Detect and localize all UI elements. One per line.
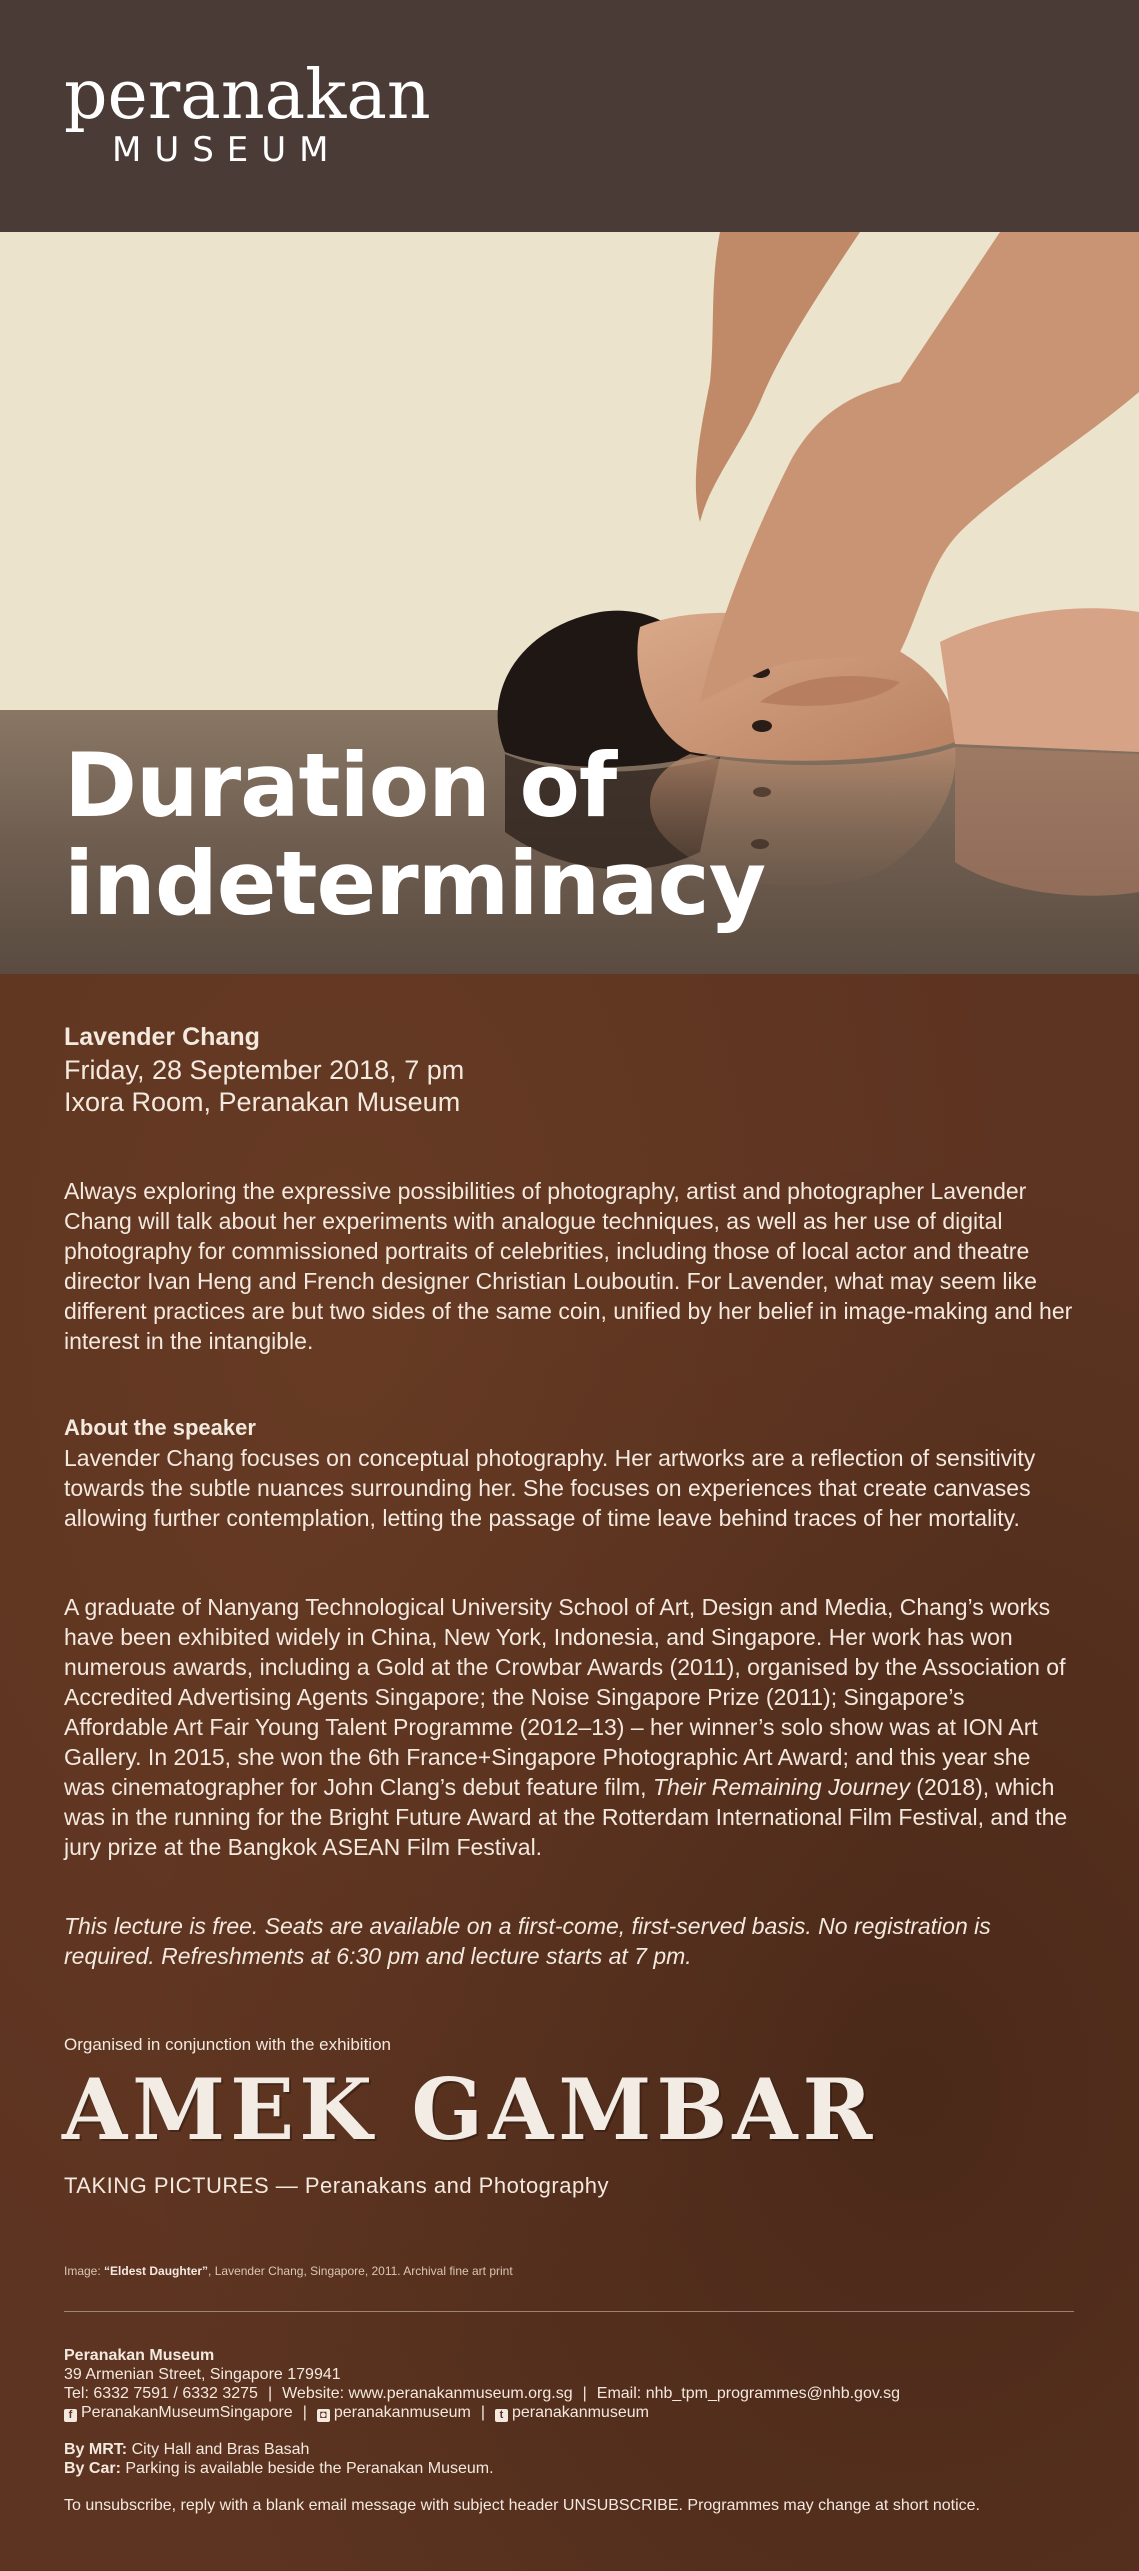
about-heading: About the speaker (64, 1415, 256, 1440)
intro-paragraph: Always exploring the expressive possibilities of photography, artist and photographer Lavender Chang will talk about her experiments with analogue techniques, as well as her use of digital photography for commissioned portraits of celebrities, including those of local actor and theatre director Ivan Heng and French designer Christian Louboutin. For Lavender, what may seem like different practices are but two sides of the same coin, unified by her belief in image-making and her interest in the intangible. (64, 1178, 1073, 1354)
bio-paragraph (64, 1592, 1074, 1862)
bio-part-1: A graduate of Nanyang Technological University School of Art, Design and Media, Chang’s works have been exhibited widely in China, New York, Indonesia, and Singapore. Her work has won numerous awards, including a Gold at the Crowbar Awards (2011), organised by the Association of Accredited Advertising Agents Singapore; the Noise Singapore Prize (2011); Singapore’s Affordable Art Fair Young Talent Programme (2012–13) – her winner’s solo show was at ION Art Gallery. In 2015, she won the 6th France+Singapore Photographic Art Award; and this year she was cinematographer for John Clang’s debut feature film, (64, 1594, 1066, 1800)
logo-wordmark: peranakan (64, 56, 431, 135)
content-area (0, 974, 1139, 2571)
hero-image (0, 232, 1139, 974)
image-credit (64, 2263, 1074, 2279)
divider (64, 2311, 1074, 2312)
exhibition-title[interactable]: AMEK GAMBAR (62, 2060, 878, 2159)
footer-tel: Tel: 6332 7591 / 6332 3275 (64, 2385, 258, 2402)
footer-mrt (64, 2440, 1074, 2460)
title-line-1: Duration of (64, 734, 617, 837)
about-paragraph: Lavender Chang focuses on conceptual photography. Her artworks are a reflection of sensitivity towards the subtle nuances surrounding her. She focuses on experiences that create canvases allowing further contemplation, letting the passage of time leave behind traces of her mortality. (64, 1445, 1036, 1531)
museum-logo[interactable] (64, 56, 431, 170)
car-text: Parking is available beside the Peranakan Museum. (125, 2460, 494, 2477)
title-line-2: indeterminacy (64, 832, 766, 935)
unsubscribe-note: To unsubscribe, reply with a blank email message with subject header UNSUBSCRIBE. Programmes may change at short notice. (64, 2497, 980, 2514)
speaker-name: Lavender Chang (64, 1023, 260, 1051)
instagram-icon[interactable]: ◘ (317, 2409, 330, 2422)
exhibition-subtitle: TAKING PICTURES — Peranakans and Photography (64, 2173, 609, 2198)
film-title: Their Remaining Journey (652, 1774, 910, 1800)
twitter-icon[interactable]: t (495, 2409, 508, 2422)
lecture-note: This lecture is free. Seats are available on a first-come, first-served basis. No registration is required. Refreshments at 6:30 pm and lecture starts at 7 pm. (64, 1913, 991, 1969)
website-link[interactable]: www.peranakanmuseum.org.sg (348, 2385, 573, 2402)
footer-contact: Tel: 6332 7591 / 6332 3275 | Website: www.peranakanmuseum.org.sg | Email: nhb_tpm_programmes@nhb.gov.sg (64, 2385, 900, 2402)
mrt-text: City Hall and Bras Basah (131, 2441, 310, 2458)
footer-social: f PeranakanMuseumSingapore | ◘ peranakanmuseum | t peranakanmuseum (64, 2403, 1074, 2423)
event-venue: Ixora Room, Peranakan Museum (64, 1087, 461, 1117)
instagram-link[interactable]: peranakanmuseum (333, 2404, 471, 2421)
credit-work: “Eldest Daughter” (104, 2264, 209, 2278)
footer-museum-name: Peranakan Museum (64, 2347, 215, 2364)
logo-subtitle: MUSEUM (112, 130, 342, 170)
event-date: Friday, 28 September 2018, 7 pm (64, 1055, 465, 1085)
car-label: By Car: (64, 2460, 126, 2477)
email-label: Email: (596, 2385, 646, 2402)
twitter-link[interactable]: peranakanmuseum (511, 2404, 649, 2421)
email-link[interactable]: nhb_tpm_programmes@nhb.gov.sg (645, 2385, 900, 2402)
mrt-label: By MRT: (64, 2441, 132, 2458)
credit-label: Image: (64, 2264, 105, 2278)
facebook-link[interactable]: PeranakanMuseumSingapore (81, 2404, 293, 2421)
bio-part-2: (2018), which was in the running for the Bright Future Award at the Rotterdam International Film Festival, and the jury prize at the Bangkok ASEAN Film Festival. (64, 1774, 1068, 1860)
website-label: Website: (282, 2385, 349, 2402)
header-bar (0, 0, 1139, 232)
credit-rest: , Lavender Chang, Singapore, 2011. Archival fine art print (208, 2264, 513, 2278)
footer-address: 39 Armenian Street, Singapore 179941 (64, 2366, 341, 2383)
page-title (64, 734, 766, 935)
exhibition-intro: Organised in conjunction with the exhibition (64, 2035, 391, 2054)
facebook-icon[interactable]: f (64, 2409, 77, 2422)
footer-car (64, 2459, 1074, 2479)
